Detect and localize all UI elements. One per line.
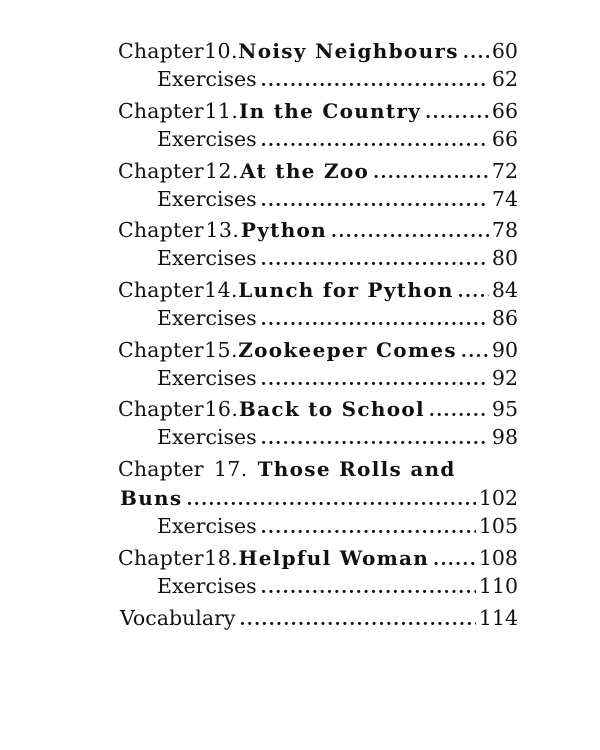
- page-number: 114: [478, 606, 518, 630]
- page-number: 108: [478, 546, 518, 570]
- page-number: 66: [491, 99, 518, 123]
- chapter-number: 11.: [204, 99, 239, 123]
- page-number: 62: [491, 67, 518, 91]
- chapter-label: Chapter: [118, 218, 204, 242]
- exercises-label: Exercises: [157, 187, 257, 211]
- page-number: 105: [478, 514, 518, 538]
- page-number: 84: [491, 278, 519, 302]
- page-number: 102: [478, 486, 518, 510]
- chapter-label: Chapter: [118, 278, 204, 302]
- page-number: 92: [491, 366, 518, 390]
- dot-leader: [458, 279, 489, 305]
- dot-leader: [425, 100, 489, 126]
- toc-entry-chapter-18[interactable]: [118, 545, 518, 571]
- dot-leader: [261, 575, 476, 601]
- toc-entry-exercises-17[interactable]: [157, 513, 518, 539]
- page-number: 72: [491, 159, 519, 183]
- chapter-title: Lunch for Python: [238, 278, 454, 302]
- chapter-label: Chapter: [118, 39, 204, 63]
- chapter-number: 12.: [205, 159, 239, 183]
- chapter-label: Chapter: [118, 546, 204, 570]
- exercises-label: Exercises: [157, 306, 257, 330]
- toc-entry-exercises-10[interactable]: [157, 66, 518, 92]
- exercises-label: Exercises: [157, 67, 257, 91]
- toc-entry-vocabulary[interactable]: [120, 605, 518, 631]
- toc-entry-chapter-15[interactable]: [118, 337, 518, 363]
- chapter-title: Back to School: [238, 397, 425, 421]
- dot-leader: [429, 398, 489, 424]
- dot-leader: [433, 547, 476, 573]
- exercises-label: Exercises: [157, 366, 257, 390]
- page-number: 74: [491, 187, 518, 211]
- chapter-number: 15.: [204, 338, 238, 362]
- chapter-title: Helpful Woman: [238, 546, 430, 570]
- toc-entry-chapter-17-continued[interactable]: [120, 485, 518, 511]
- page-number: 86: [491, 306, 518, 330]
- exercises-label: Exercises: [157, 246, 257, 270]
- page-number: 80: [491, 246, 518, 270]
- toc-entry-exercises-16[interactable]: [157, 424, 518, 450]
- dot-leader: [463, 40, 489, 66]
- toc-entry-chapter-16[interactable]: [118, 396, 518, 422]
- exercises-label: Exercises: [157, 514, 257, 538]
- dot-leader: [261, 307, 489, 333]
- dot-leader: [186, 487, 475, 513]
- vocabulary-label: Vocabulary: [120, 606, 236, 630]
- dot-leader: [261, 68, 489, 94]
- chapter-label: Chapter: [118, 99, 204, 123]
- toc-entry-chapter-17[interactable]: [118, 456, 518, 482]
- chapter-number: 18.: [204, 546, 239, 570]
- chapter-number: 10.: [204, 39, 238, 63]
- toc-entry-exercises-12[interactable]: [157, 186, 518, 212]
- chapter-number: 17.: [213, 457, 248, 481]
- chapter-title: Noisy Neighbours: [238, 39, 459, 63]
- chapter-label: Chapter: [118, 338, 204, 362]
- chapter-title: Zookeeper Comes: [238, 338, 457, 362]
- toc-entry-chapter-10[interactable]: [118, 38, 518, 64]
- dot-leader: [261, 515, 476, 541]
- chapter-number: 13.: [205, 218, 240, 242]
- chapter-title: Python: [240, 218, 328, 242]
- chapter-title: In the Country: [238, 99, 422, 123]
- chapter-number: 16.: [204, 397, 239, 421]
- page-number: 95: [491, 397, 519, 421]
- exercises-label: Exercises: [157, 127, 257, 151]
- chapter-title: At the Zoo: [240, 159, 370, 183]
- toc-entry-exercises-11[interactable]: [157, 126, 518, 152]
- chapter-label: Chapter: [118, 397, 204, 421]
- page-number: 110: [478, 574, 518, 598]
- dot-leader: [239, 607, 475, 633]
- page-number: 90: [491, 338, 519, 362]
- chapter-label: Chapter: [118, 457, 204, 481]
- dot-leader: [331, 219, 489, 245]
- toc-entry-chapter-13[interactable]: [118, 217, 518, 243]
- dot-leader: [461, 339, 489, 365]
- page-number: 66: [491, 127, 518, 151]
- chapter-number: 14.: [204, 278, 238, 302]
- toc-entry-chapter-12[interactable]: [118, 158, 518, 184]
- dot-leader: [373, 160, 489, 186]
- dot-leader: [261, 426, 489, 452]
- toc-entry-exercises-13[interactable]: [157, 245, 518, 271]
- toc-entry-exercises-18[interactable]: [157, 573, 518, 599]
- dot-leader: [261, 128, 489, 154]
- chapter-title-continued: Buns: [120, 486, 183, 510]
- dot-leader: [261, 367, 489, 393]
- dot-leader: [261, 188, 489, 214]
- chapter-title: Those Rolls and: [257, 457, 456, 481]
- toc-entry-chapter-11[interactable]: [118, 98, 518, 124]
- toc-entry-exercises-15[interactable]: [157, 365, 518, 391]
- toc-entry-chapter-14[interactable]: [118, 277, 518, 303]
- dot-leader: [261, 247, 489, 273]
- chapter-label: Chapter: [118, 159, 204, 183]
- exercises-label: Exercises: [157, 574, 257, 598]
- page-number: 98: [491, 425, 518, 449]
- exercises-label: Exercises: [157, 425, 257, 449]
- page-number: 78: [491, 218, 519, 242]
- page-number: 60: [491, 39, 518, 63]
- toc-entry-exercises-14[interactable]: [157, 305, 518, 331]
